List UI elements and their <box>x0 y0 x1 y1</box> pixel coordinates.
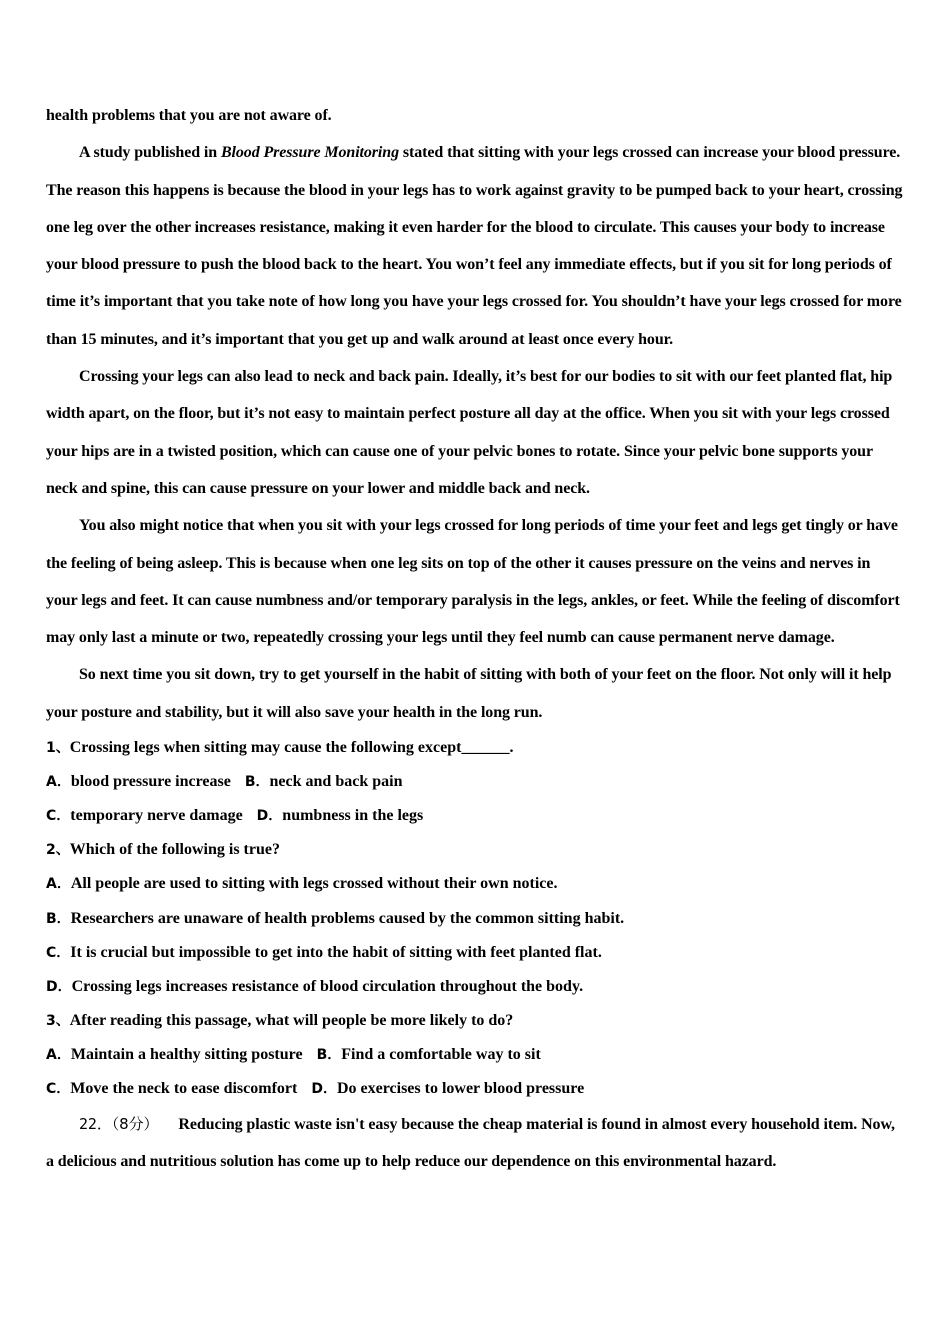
question-number: 1、 <box>46 740 70 757</box>
option-row <box>46 765 904 799</box>
passage-paragraph-3: You also might notice that when you sit with your legs crossed for long periods of time your feet and legs get tingly or have the feeling of being asleep. This is because when one leg sits on top of the other it causes pressure on the veins and nerves in your legs and feet. It can cause numbness and/or temporary paralysis in the legs, ankles, or feet. While the feeling of discomfort may only last a minute or two, repeatedly crossing your legs until they feel numb can cause permanent nerve damage. <box>46 517 900 647</box>
question-2 <box>46 833 904 1003</box>
section-22-intro <box>46 1106 904 1181</box>
passage-paragraph-0: health problems that you are not aware of. <box>46 107 332 124</box>
passage-paragraph-1 <box>46 134 904 358</box>
option-b[interactable] <box>245 773 403 790</box>
option-letter: A． <box>46 774 71 791</box>
paragraph-1-intro: A study published in <box>79 144 221 162</box>
document-page <box>46 97 904 1181</box>
question-number: 3、 <box>46 1012 70 1029</box>
option-text: Crossing legs increases resistance of blood circulation throughout the body. <box>71 977 584 995</box>
option-text: Maintain a healthy sitting posture <box>70 1045 303 1063</box>
option-letter: B． <box>316 1046 342 1063</box>
option-c[interactable] <box>46 807 243 824</box>
section-number: 22． <box>79 1115 112 1134</box>
option-letter: D． <box>311 1080 337 1097</box>
question-stem <box>46 1004 904 1038</box>
option-text: All people are used to sitting with legs crossed without their own notice. <box>70 875 558 893</box>
option-b[interactable] <box>317 1046 541 1063</box>
question-stem <box>46 833 904 867</box>
option-letter: A． <box>46 876 71 893</box>
option-a[interactable] <box>46 1046 303 1063</box>
journal-title: Blood Pressure Monitoring <box>220 144 399 162</box>
option-text: temporary nerve damage <box>70 807 243 825</box>
option-letter: C． <box>46 944 71 961</box>
option-text: Move the neck to ease discomfort <box>70 1079 298 1097</box>
option-text: numbness in the legs <box>282 807 424 825</box>
option-text: neck and back pain <box>269 773 403 791</box>
option-d[interactable] <box>257 807 424 824</box>
question-text: After reading this passage, what will people be more likely to do? <box>69 1011 514 1029</box>
option-text: Do exercises to lower blood pressure <box>336 1079 585 1097</box>
option-letter: C． <box>46 1080 71 1097</box>
section-text: Reducing plastic waste isn't easy because the cheap material is found in almost every household item. Now, a delicious and nutritious solution has come up to help reduce our dependence on this environmental hazard. <box>46 1116 895 1171</box>
question-1 <box>46 731 904 833</box>
option-row <box>46 799 904 833</box>
option-a[interactable] <box>46 867 904 901</box>
option-text: blood pressure increase <box>70 773 231 791</box>
option-c[interactable] <box>46 936 904 970</box>
option-letter: B． <box>46 910 71 927</box>
question-3 <box>46 1004 904 1106</box>
option-letter: B． <box>244 774 270 791</box>
question-number: 2、 <box>46 842 70 859</box>
option-text: It is crucial but impossible to get into the habit of sitting with feet planted flat. <box>70 943 602 961</box>
paragraph-1-body: stated that sitting with your legs crossed can increase your blood pressure. The reason this happens is because the blood in your legs has to work against gravity to be pumped back to your heart, crossing one leg over the other increases resistance, making it even harder for the blood to circulate. This causes your body to increase your blood pressure to push the blood back to the heart. You won’t feel any immediate effects, but if you sit for long periods of time it’s important that you take note of how long you have your legs crossed for. You shouldn’t have your legs crossed for more than 15 minutes, and it’s important that you get up and walk around at least once every hour. <box>46 144 903 348</box>
option-c[interactable] <box>46 1080 297 1097</box>
option-letter: A． <box>46 1046 71 1063</box>
question-text: Crossing legs when sitting may cause the following except______. <box>69 739 514 757</box>
question-text: Which of the following is true? <box>69 841 280 859</box>
question-stem <box>46 731 904 765</box>
passage-paragraph-2: Crossing your legs can also lead to neck and back pain. Ideally, it’s best for our bodies to sit with our feet planted flat, hip width apart, on the floor, but it’s not easy to maintain perfect posture all day at the office. When you sit with your legs crossed your hips are in a twisted position, which can cause one of your pelvic bones to rotate. Since your pelvic bone supports your neck and spine, this can cause pressure on your lower and middle back and neck. <box>46 368 893 497</box>
option-letter: C． <box>46 808 71 825</box>
option-d[interactable] <box>311 1080 584 1097</box>
option-text: Researchers are unaware of health problems caused by the common sitting habit. <box>70 909 625 927</box>
option-d[interactable] <box>46 970 904 1004</box>
section-score: （8分） <box>111 1115 159 1134</box>
option-row <box>46 1038 904 1072</box>
option-text: Find a comfortable way to sit <box>341 1045 541 1063</box>
option-b[interactable] <box>46 902 904 936</box>
option-row <box>46 1072 904 1106</box>
passage-paragraph-4: So next time you sit down, try to get yourself in the habit of sitting with both of your feet on the floor. Not only will it help your posture and stability, but it will also save your health in the long run. <box>46 666 892 721</box>
option-letter: D． <box>256 808 283 825</box>
option-letter: D． <box>46 978 72 995</box>
option-a[interactable] <box>46 773 231 790</box>
